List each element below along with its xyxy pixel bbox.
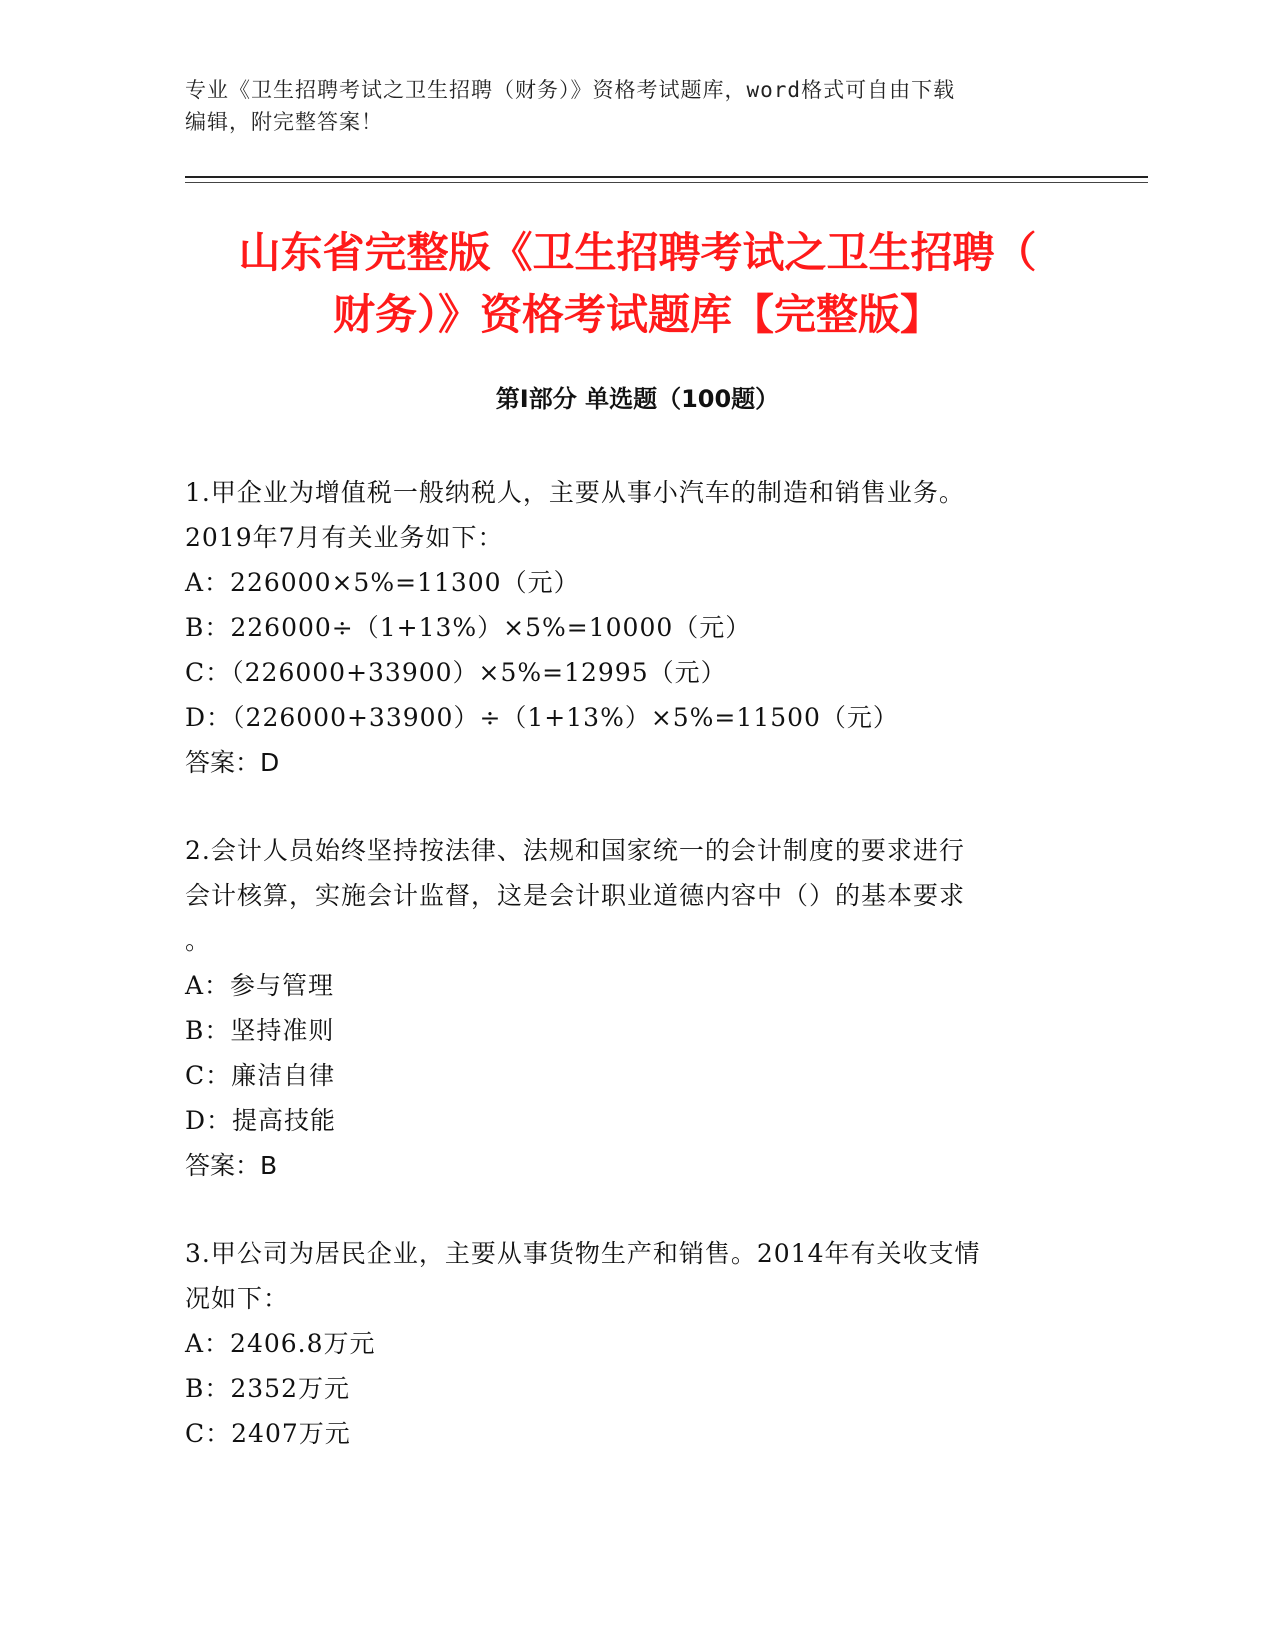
section-title: 第I部分 单选题（100题） [495, 385, 780, 413]
header-divider [185, 176, 1148, 178]
answer: 答案：D [185, 748, 280, 777]
question-1 [185, 470, 1085, 785]
option-c: C：2407万元 [185, 1419, 351, 1448]
header-note-line: 编辑，附完整答案！ [185, 110, 383, 134]
question-list [185, 470, 1085, 1499]
option-a: A：参与管理 [185, 971, 335, 1000]
option-c: C：（226000+33900）×5%=12995（元） [185, 658, 727, 687]
option-a: A：2406.8万元 [185, 1329, 376, 1358]
option-d: D：提高技能 [185, 1106, 337, 1135]
header-note [185, 74, 1085, 138]
question-stem-line: 。 [185, 926, 212, 955]
option-b: B：2352万元 [185, 1374, 350, 1403]
header-note-line: 专业《卫生招聘考试之卫生招聘（财务）》资格考试题库，word格式可自由下载 [185, 78, 956, 102]
question-stem-line: 1.甲企业为增值税一般纳税人，主要从事小汽车的制造和销售业务。 [185, 478, 965, 507]
answer: 答案：B [185, 1151, 278, 1180]
document-title [160, 222, 1115, 346]
document-title-line: 山东省完整版《卫生招聘考试之卫生招聘（ [238, 228, 1037, 277]
option-a: A：226000×5%=11300（元） [185, 568, 580, 597]
question-stem [185, 828, 1085, 963]
question-stem-line: 况如下： [185, 1284, 290, 1313]
question-2 [185, 828, 1085, 1188]
question-stem-line: 2019年7月有关业务如下： [185, 523, 504, 552]
option-b: B：226000÷（1+13%）×5%=10000（元） [185, 613, 752, 642]
option-c: C：廉洁自律 [185, 1061, 336, 1090]
question-3 [185, 1231, 1085, 1456]
question-stem [185, 1231, 1085, 1321]
question-stem-line: 3.甲公司为居民企业，主要从事货物生产和销售。2014年有关收支情 [185, 1239, 981, 1268]
option-b: B：坚持准则 [185, 1016, 335, 1045]
header-divider-thin [185, 182, 1148, 183]
question-stem [185, 470, 1085, 560]
question-stem-line: 会计核算，实施会计监督，这是会计职业道德内容中（）的基本要求 [185, 881, 966, 910]
option-d: D：（226000+33900）÷（1+13%）×5%=11500（元） [185, 703, 899, 732]
document-title-line: 财务）》资格考试题库【完整版】 [332, 290, 942, 339]
question-stem-line: 2.会计人员始终坚持按法律、法规和国家统一的会计制度的要求进行 [185, 836, 965, 865]
